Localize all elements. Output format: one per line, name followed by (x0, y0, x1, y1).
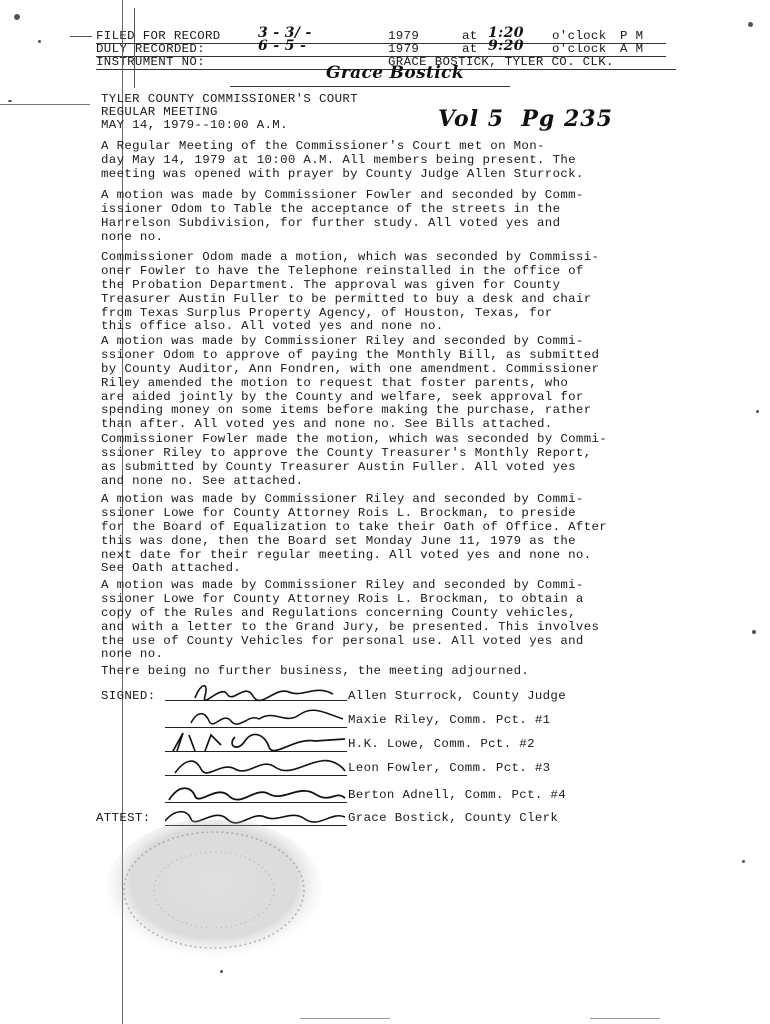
meeting-type: REGULAR MEETING (101, 105, 218, 119)
filed-year: 1979 (388, 29, 420, 43)
recorded-date: 6 - 5 - (258, 38, 307, 54)
signed-label: SIGNED: (101, 689, 156, 703)
signature-line (165, 731, 347, 752)
paragraph-telephone-motion: Commissioner Odom made a motion, which was seconded by Commissi- oner Fowler to have the Telephone reinstalled in the office of the Probation Department. The approval was given for County Treasurer Austin Fuller to be permitted to buy a desk and chair from Texas Surplus Property Agency, of Houston, Texas, for this office also. All voted yes and none no. (101, 250, 600, 334)
paragraph-streets-motion: A motion was made by Commissioner Fowler and seconded by Comm- issioner Odom to Table the acceptance of the streets in the Harrelson Subdivision, for further study. All voted yes and none no. (101, 188, 584, 244)
embossed-seal (96, 820, 336, 980)
signer-name: Grace Bostick, County Clerk (348, 811, 559, 825)
signature-line (165, 707, 347, 728)
filed-time: 1:20 (488, 25, 524, 41)
recorded-year: 1979 (388, 42, 420, 56)
signer-name: Berton Adnell, Comm. Pct. #4 (348, 788, 566, 802)
recorded-time: 9:20 (488, 38, 524, 54)
signer-name: Leon Fowler, Comm. Pct. #3 (348, 761, 551, 775)
instrument-label: INSTRUMENT NO: (96, 55, 205, 69)
filed-ampm: P M (620, 29, 644, 43)
filed-label: FILED FOR RECORD (96, 29, 221, 43)
signer-name: Allen Sturrock, County Judge (348, 689, 566, 703)
paragraph-equalization-motion: A motion was made by Commissioner Riley and seconded by Commi- ssioner Lowe for County Attorney Rois L. Brockman, to preside for the Board of Equalization to take their Oath of Office. After this was done, then the Board set Monday June 11, 1979 as the next date for their regular meeting. All voted yes and none no. See Oath attached. (101, 492, 608, 576)
court-title: TYLER COUNTY COMMISSIONER'S COURT (101, 92, 358, 106)
handwritten-signature (165, 782, 347, 804)
signature-line (165, 680, 347, 701)
attest-label: ATTEST: (96, 811, 151, 825)
clerk-signature: Grace Bostick (326, 63, 464, 83)
filed-date: 3 - 3/ - (258, 25, 312, 41)
paragraph-treasurer-report-motion: Commissioner Fowler made the motion, which was seconded by Commi- ssioner Riley to approve the County Treasurer's Monthly Report, as submitted by County Treasurer Austin Fuller. All voted yes and none no. See attached. (101, 432, 608, 488)
recorded-label: DULY RECORDED: (96, 42, 205, 56)
recorded-oclock: o'clock (552, 42, 607, 56)
signer-name: Maxie Riley, Comm. Pct. #1 (348, 713, 551, 727)
handwritten-signature (165, 707, 347, 729)
paragraph-vehicles-motion: A motion was made by Commissioner Riley and seconded by Commi- ssioner Lowe for County Attorney Rois L. Brockman, to obtain a copy of the Rules and Regulations concerning County vehicles, and with a letter to the Grand Jury, be presented. This involves the use of County Vehicles for personal use. All voted yes and none no. (101, 578, 600, 662)
volume-note: Vol 5 Pg 235 (438, 106, 613, 132)
signer-name: H.K. Lowe, Comm. Pct. #2 (348, 737, 535, 751)
paragraph-monthly-bill-motion: A motion was made by Commissioner Riley and seconded by Commi- ssioner Odom to approve of paying the Monthly Bill, as submitted by County Auditor, Ann Fondren, with one amendment. Commissioner Riley amended the motion to request that foster parents, who are aided jointly by the County and welfare, seek approval for spending money on some items before making the purchase, rather than after. All voted yes and none no. See Bills attached. (101, 334, 600, 432)
meeting-date: MAY 14, 1979--10:00 A.M. (101, 118, 288, 132)
paragraph-adjournment: There being no further business, the meeting adjourned. (101, 664, 530, 678)
filed-at: at (462, 29, 478, 43)
signature-line (165, 755, 347, 776)
handwritten-signature (165, 755, 347, 777)
paragraph-opening: A Regular Meeting of the Commissioner's Court met on Mon- day May 14, 1979 at 10:00 A.M. All members being present. The meeting was opened with prayer by County Judge Allen Sturrock. (101, 139, 584, 181)
recorded-ampm: A M (620, 42, 644, 56)
signature-line (165, 782, 347, 803)
handwritten-signature (165, 680, 347, 702)
recorded-at: at (462, 42, 478, 56)
handwritten-signature (165, 731, 347, 753)
filed-oclock: o'clock (552, 29, 607, 43)
clerk-text: GRACE BOSTICK, TYLER CO. CLK. (388, 55, 614, 69)
